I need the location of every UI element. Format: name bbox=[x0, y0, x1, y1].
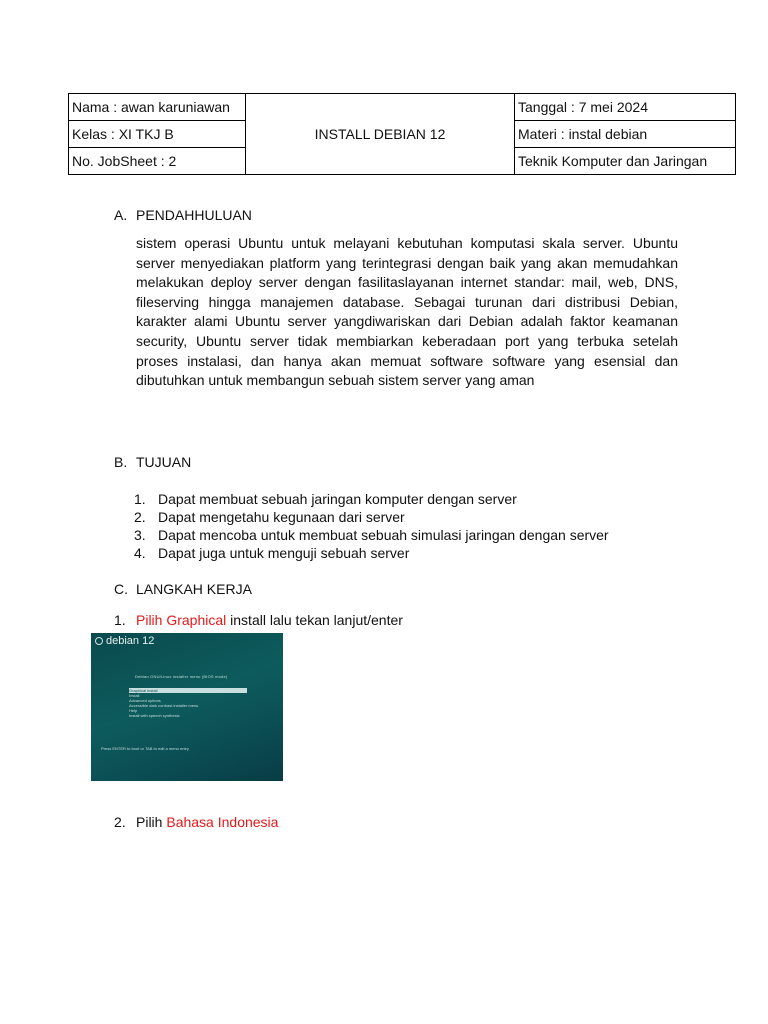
installer-menu-title: Debian GNU/Linux installer menu (BIOS mode) bbox=[135, 674, 228, 679]
jurusan-cell: Teknik Komputer dan Jaringan bbox=[515, 148, 736, 175]
step-number: 2. bbox=[114, 814, 126, 830]
section-c-title: LANGKAH KERJA bbox=[136, 581, 252, 597]
section-b-title: TUJUAN bbox=[136, 454, 192, 470]
step-highlight: Pilih Graphical bbox=[136, 612, 227, 628]
menu-item: Graphical install bbox=[129, 688, 247, 693]
header-table bbox=[68, 93, 736, 175]
menu-item: Accessible dark contrast installer menu bbox=[129, 703, 199, 708]
section-c-letter: C. bbox=[114, 581, 128, 597]
menu-item: Help bbox=[129, 708, 138, 713]
jobsheet-cell: No. JobSheet : 2 bbox=[69, 148, 246, 175]
goal-text: Dapat juga untuk menguji sebuah server bbox=[158, 545, 410, 561]
kelas-cell: Kelas : XI TKJ B bbox=[69, 121, 246, 148]
section-c-heading bbox=[114, 581, 252, 597]
debian-swirl-icon bbox=[95, 637, 103, 645]
list-item bbox=[114, 490, 609, 508]
goal-number: 1. bbox=[134, 491, 146, 507]
step-highlight: Bahasa Indonesia bbox=[166, 814, 279, 830]
goal-text: Dapat mengetahu kegunaan dari server bbox=[158, 509, 405, 525]
menu-item: Advanced options bbox=[129, 698, 161, 703]
logo-text: debian 12 bbox=[106, 635, 155, 647]
menu-item: Install with speech synthesis bbox=[129, 713, 180, 718]
section-a-letter: A. bbox=[114, 207, 128, 223]
materi-cell: Materi : instal debian bbox=[515, 121, 736, 148]
section-a-title: PENDAHHULUAN bbox=[136, 207, 252, 223]
list-item bbox=[114, 544, 609, 562]
goal-number: 4. bbox=[134, 545, 146, 561]
section-b-heading bbox=[114, 454, 191, 470]
section-b-letter: B. bbox=[114, 454, 128, 470]
intro-paragraph: sistem operasi Ubuntu untuk melayani kebutuhan komputasi skala server. Ubuntu server menyediakan platform yang terintegrasi dengan baik yang akan memudahkan melakukan deploy server dengan fasilitaslayanan internet standar: mail, web, DNS, fileserving hingga manajemen database. Sebagai turunan dari distribusi Debian, karakter alami Ubuntu server yangdiwariskan dari Debian adalah faktor keamanan security, Ubuntu server tidak membiarkan keberadaan port yang terbuka setelah proses instalasi, dan hanya akan memuat software software yang esensial dan dibutuhkan untuk membangun sebuah sistem server yang aman bbox=[136, 235, 678, 389]
step-number: 1. bbox=[114, 612, 126, 628]
document-title: INSTALL DEBIAN 12 bbox=[246, 94, 515, 175]
step-2 bbox=[114, 814, 278, 830]
step-text: Pilih bbox=[136, 814, 167, 830]
debian-installer-screenshot bbox=[91, 633, 283, 781]
goal-number: 3. bbox=[134, 527, 146, 543]
goal-text: Dapat mencoba untuk membuat sebuah simulasi jaringan dengan server bbox=[158, 527, 609, 543]
menu-item: Install bbox=[129, 693, 140, 698]
debian-logo bbox=[95, 635, 154, 647]
section-a-heading bbox=[114, 207, 252, 223]
installer-footer: Press ENTER to boot or TAB to edit a menu entry bbox=[101, 746, 189, 751]
step-text: install lalu tekan lanjut/enter bbox=[226, 612, 403, 628]
tanggal-cell: Tanggal : 7 mei 2024 bbox=[515, 94, 736, 121]
goals-list bbox=[114, 490, 609, 562]
installer-menu bbox=[129, 688, 247, 718]
list-item bbox=[114, 526, 609, 544]
nama-cell: Nama : awan karuniawan bbox=[69, 94, 246, 121]
step-1 bbox=[114, 612, 403, 628]
goal-number: 2. bbox=[134, 509, 146, 525]
goal-text: Dapat membuat sebuah jaringan komputer dengan server bbox=[158, 491, 517, 507]
list-item bbox=[114, 508, 609, 526]
